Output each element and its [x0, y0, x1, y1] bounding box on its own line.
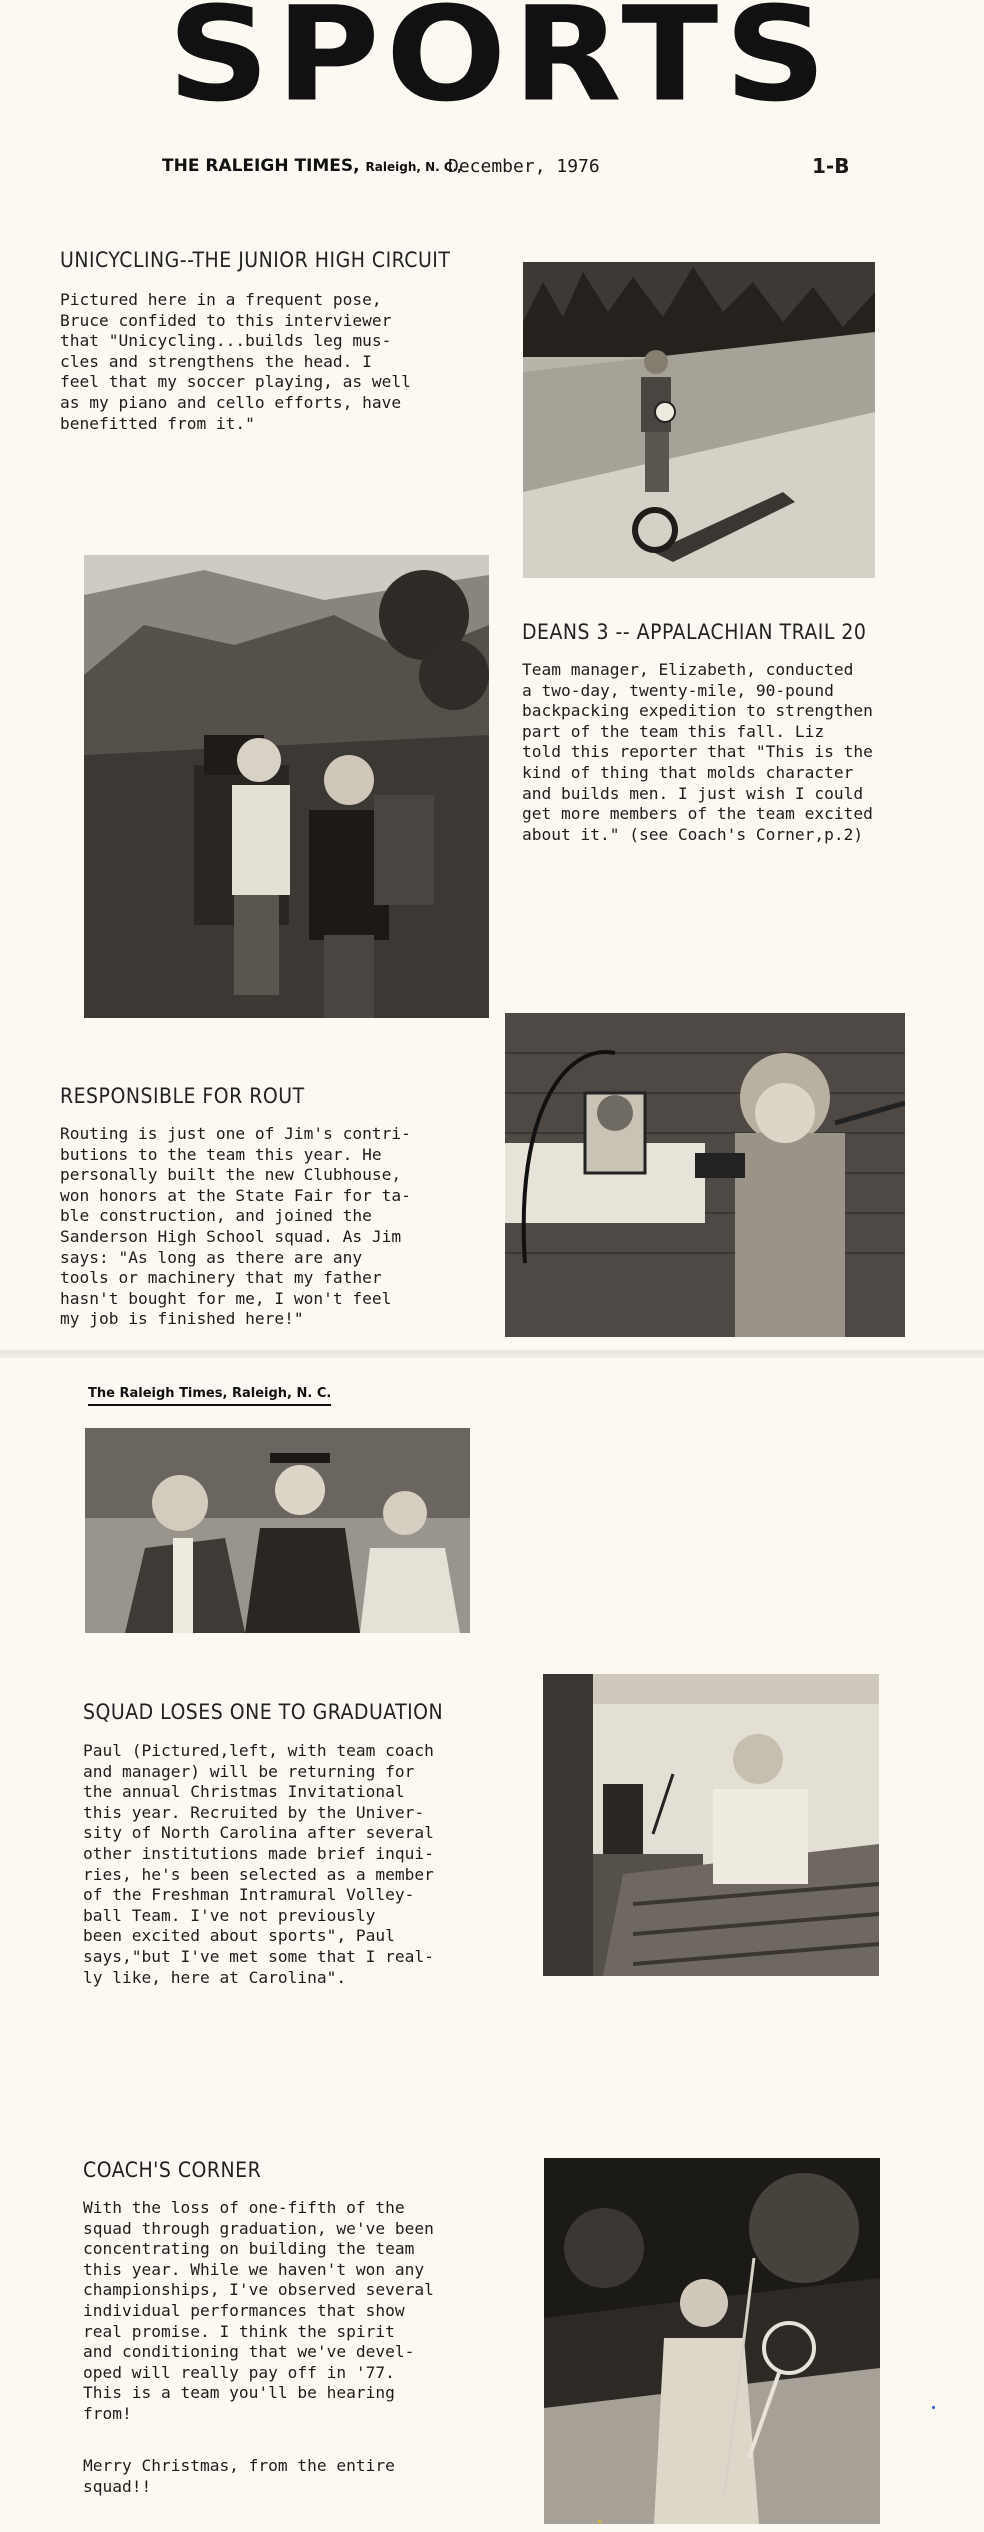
article-line: Sanderson High School squad. As Jim: [60, 1226, 402, 1246]
article-line: says: "As long as there are any: [60, 1247, 363, 1267]
article-line: backpacking expedition to strengthen: [522, 701, 873, 721]
deans-headline: DEANS 3 -- APPALACHIAN TRAIL 20: [522, 620, 867, 644]
article-line: championships, I've observed several: [83, 2280, 434, 2300]
coach-body: [83, 2198, 513, 2425]
article-line: and manager) will be returning for: [83, 1761, 415, 1781]
article-line: concentrating on building the team: [83, 2239, 415, 2259]
newspaper-title: THE RALEIGH TIMES,: [162, 156, 360, 176]
article-line: part of the team this fall. Liz: [522, 721, 825, 741]
article-line: This is a team you'll be hearing: [83, 2383, 395, 2403]
section-title: SPORTS: [167, 0, 833, 131]
article-line: ball Team. I've not previously: [83, 1905, 376, 1925]
rout-body: [60, 1124, 478, 1330]
article-line: cles and strengthens the head. I: [60, 351, 372, 371]
article-line: and builds men. I just wish I could: [522, 783, 864, 803]
article-line: Merry Christmas, from the entire: [83, 2456, 395, 2475]
article-line: squad through graduation, we've been: [83, 2218, 434, 2238]
article-line: benefitted from it.": [60, 413, 255, 433]
article-line: other institutions made brief inqui-: [83, 1843, 434, 1863]
issue-date: December, 1976: [448, 156, 600, 177]
article-line: the annual Christmas Invitational: [83, 1782, 405, 1802]
page-two: [0, 1358, 984, 2532]
article-line: With the loss of one-fifth of the: [83, 2198, 405, 2217]
article-line: of the Freshman Intramural Volley-: [83, 1885, 415, 1905]
article-line: a two-day, twenty-mile, 90-pound: [522, 680, 834, 700]
router-photo: [505, 1013, 905, 1337]
article-line: get more members of the team excited: [522, 804, 873, 824]
article-line: from!: [83, 2403, 132, 2423]
article-line: says,"but I've met some that I real-: [83, 1946, 434, 1966]
unicycling-headline: UNICYCLING--THE JUNIOR HIGH CIRCUIT: [60, 248, 451, 272]
article-line: Bruce confided to this interviewer: [60, 310, 392, 330]
graduation-headline: SQUAD LOSES ONE TO GRADUATION: [83, 1700, 444, 1724]
article-line: butions to the team this year. He: [60, 1144, 382, 1164]
unicycling-body: [60, 290, 505, 434]
article-line: sity of North Carolina after several: [83, 1823, 434, 1843]
ink-speck: [932, 2406, 935, 2409]
newspaper-city: Raleigh, N. C.,: [365, 160, 462, 174]
coach-closing: [83, 2456, 513, 2497]
article-line: oped will really pay off in '77.: [83, 2362, 395, 2382]
graduation-body: [83, 1741, 511, 1988]
graduation-photo: [85, 1428, 470, 1633]
article-line: been excited about sports", Paul: [83, 1926, 395, 1946]
article-line: personally built the new Clubhouse,: [60, 1165, 402, 1185]
coach-headline: COACH'S CORNER: [83, 2158, 262, 2182]
article-line: kind of thing that molds character: [522, 762, 854, 782]
article-line: about it." (see Coach's Corner,p.2): [522, 824, 864, 844]
page-divider: [0, 1350, 984, 1358]
newspaper-name: [162, 156, 462, 176]
article-line: squad!!: [83, 2476, 152, 2496]
article-line: won honors at the State Fair for ta-: [60, 1185, 411, 1205]
article-line: this year. Recruited by the Univer-: [83, 1802, 425, 1822]
coach-photo: [544, 2158, 880, 2524]
article-line: hasn't bought for me, I won't feel: [60, 1288, 392, 1308]
article-line: ly like, here at Carolina".: [83, 1967, 347, 1987]
backpacking-photo: [84, 555, 489, 1018]
page-two-newspaper-name: The Raleigh Times, Raleigh, N. C.: [88, 1386, 331, 1406]
ink-speck: [598, 2520, 601, 2523]
article-line: this year. While we haven't won any: [83, 2259, 425, 2279]
article-line: ries, he's been selected as a member: [83, 1864, 434, 1884]
deans-body: [522, 660, 912, 845]
article-line: real promise. I think the spirit: [83, 2321, 395, 2341]
article-line: Team manager, Elizabeth, conducted: [522, 660, 854, 679]
article-line: Paul (Pictured,left, with team coach: [83, 1741, 434, 1760]
article-line: individual performances that show: [83, 2300, 405, 2320]
article-line: that "Unicycling...builds leg mus-: [60, 331, 392, 351]
article-line: Routing is just one of Jim's contri-: [60, 1124, 411, 1143]
article-line: as my piano and cello efforts, have: [60, 392, 402, 412]
article-line: my job is finished here!": [60, 1309, 304, 1329]
article-line: and conditioning that we've devel-: [83, 2342, 415, 2362]
article-line: told this reporter that "This is the: [522, 742, 873, 762]
article-line: ble construction, and joined the: [60, 1206, 372, 1226]
page-number: 1-B: [812, 154, 850, 178]
dorm-room-photo: [543, 1674, 879, 1976]
article-line: tools or machinery that my father: [60, 1268, 382, 1288]
unicycling-photo: [523, 262, 875, 578]
article-line: feel that my soccer playing, as well: [60, 372, 411, 392]
rout-headline: RESPONSIBLE FOR ROUT: [60, 1084, 305, 1108]
article-line: Pictured here in a frequent pose,: [60, 290, 382, 309]
